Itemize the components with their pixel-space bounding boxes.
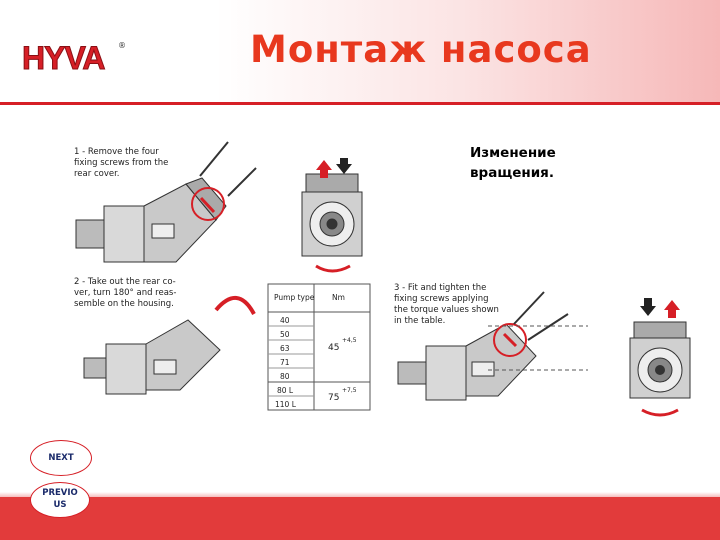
footer-band (0, 497, 720, 540)
step2-line: 2 - Take out the rear co- (74, 277, 176, 287)
previous-button[interactable] (30, 482, 90, 518)
hyva-logo (20, 36, 130, 76)
rotation-arrow-icon (642, 410, 678, 415)
arrow-down-icon (640, 298, 656, 316)
torque-value-b: 75 (328, 393, 340, 403)
table-row: 63 (280, 344, 290, 353)
table-row: 110 L (275, 400, 296, 409)
step3-line: in the table. (394, 316, 446, 326)
previous-button-label: PREVIO US (42, 488, 78, 510)
next-button[interactable]: NEXT (30, 440, 92, 476)
header-divider (0, 102, 720, 105)
table-row: 40 (280, 316, 290, 325)
torque-value-a: 45 (328, 343, 340, 353)
table-header-pump: Pump type (274, 293, 315, 302)
pump-end-view-1 (302, 174, 362, 256)
table-row: 80 (280, 372, 290, 381)
torque-tol-a: +4,5 (342, 337, 357, 344)
torque-tol-b: +7,5 (342, 387, 357, 394)
svg-text:HYVA: HYVA (22, 40, 105, 76)
step2-line: ver, turn 180° and reas- (74, 288, 177, 298)
step1-line: fixing screws from the (74, 158, 169, 168)
step3-line: the torque values shown (394, 305, 499, 315)
step2-text (74, 277, 176, 309)
step2-line: semble on the housing. (74, 299, 174, 309)
step3-line: 3 - Fit and tighten the (394, 283, 487, 293)
page-title: Монтаж насоса (250, 28, 592, 71)
rotation-change-note: Изменение вращения. (470, 145, 556, 181)
table-row: 71 (280, 358, 290, 367)
step3-line: fixing screws applying (394, 294, 489, 304)
step1-line: rear cover. (74, 169, 120, 179)
table-row: 80 L (277, 386, 294, 395)
table-row: 50 (280, 330, 290, 339)
arrow-up-icon (664, 300, 680, 318)
pump-end-view-2-drawing (620, 292, 700, 422)
svg-text:®: ® (118, 41, 126, 50)
table-header-nm: Nm (332, 293, 345, 302)
torque-table (268, 284, 370, 410)
step1-line: 1 - Remove the four (74, 147, 159, 157)
